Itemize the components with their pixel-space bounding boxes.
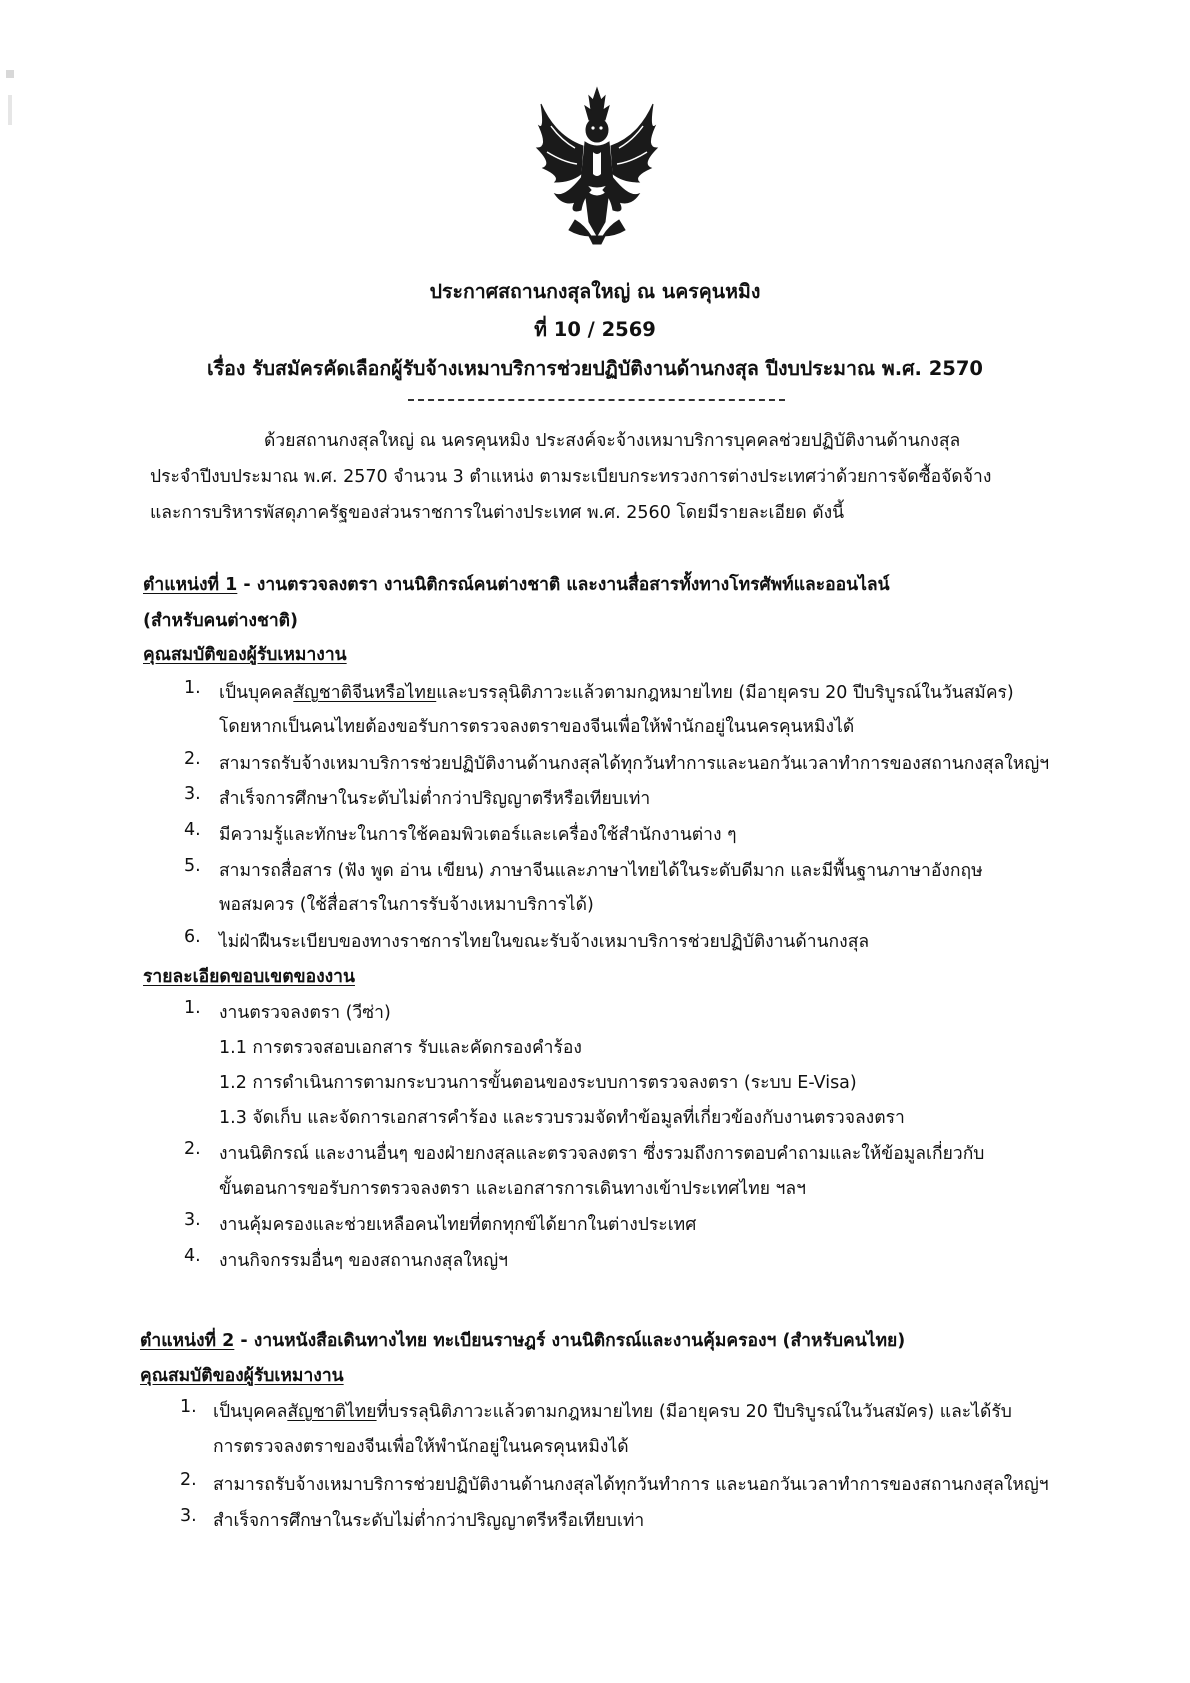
header-divider xyxy=(408,399,785,401)
list-number: 2. xyxy=(184,1139,201,1159)
position2-title: - งานหนังสือเดินทางไทย ทะเบียนราษฎร์ งานนิติกรณ์และงานคุ้มครองฯ (สำหรับคนไทย) xyxy=(234,1331,906,1351)
list-number: 2. xyxy=(184,749,201,769)
position1-heading xyxy=(143,570,890,598)
position2-heading xyxy=(140,1326,905,1354)
list-number: 2. xyxy=(180,1470,197,1490)
position2-qual-heading: คุณสมบัติของผู้รับเหมางาน xyxy=(140,1366,344,1386)
scan-artifact xyxy=(6,70,14,78)
intro-line: ด้วยสถานกงสุลใหญ่ ณ นครคุนหมิง ประสงค์จะจ้างเหมาบริการบุคคลช่วยปฏิบัติงานด้านกงสุล xyxy=(264,431,961,451)
intro-line: และการบริหารพัสดุภาครัฐของส่วนราชการในต่างประเทศ พ.ศ. 2560 โดยมีรายละเอียด ดังนี้ xyxy=(150,503,845,523)
list-item: สามารถสื่อสาร (ฟัง พูด อ่าน เขียน) ภาษาจีนและภาษาไทยได้ในระดับดีมาก และมีพื้นฐานภาษาอังกฤษ xyxy=(219,861,983,881)
list-item: สำเร็จการศึกษาในระดับไม่ต่ำกว่าปริญญาตรีหรือเทียบเท่า xyxy=(219,789,651,809)
list-number: 4. xyxy=(184,1246,201,1266)
list-number: 6. xyxy=(184,927,201,947)
sub-item: 1.2 การดำเนินการตามกระบวนการขั้นตอนของระบบการตรวจลงตรา (ระบบ E-Visa) xyxy=(219,1073,857,1093)
list-item: สามารถรับจ้างเหมาบริการช่วยปฏิบัติงานด้านกงสุลได้ทุกวันทำการและนอกวันเวลาทำการของสถานกงสุลใหญ่ฯ xyxy=(219,754,1050,774)
list-item: มีความรู้และทักษะในการใช้คอมพิวเตอร์และเครื่องใช้สำนักงานต่าง ๆ xyxy=(219,825,737,845)
scan-artifact xyxy=(8,95,12,125)
list-item: งานกิจกรรมอื่นๆ ของสถานกงสุลใหญ่ฯ xyxy=(219,1251,508,1271)
list-item-cont: การตรวจลงตราของจีนเพื่อให้พำนักอยู่ในนครคุนหมิงได้ xyxy=(213,1437,629,1457)
list-number: 1. xyxy=(180,1397,197,1417)
list-number: 5. xyxy=(184,856,201,876)
list-item: เป็นบุคคลสัญชาติจีนหรือไทยและบรรลุนิติภาวะแล้วตามกฎหมายไทย (มีอายุครบ 20 ปีบริบูรณ์ในวันสมัคร) xyxy=(219,683,1014,703)
announcement-subject: เรื่อง รับสมัครคัดเลือกผู้รับจ้างเหมาบริการช่วยปฏิบัติงานด้านกงสุล ปีงบประมาณ พ.ศ. 2570 xyxy=(207,357,983,380)
list-number: 3. xyxy=(184,784,201,804)
intro-line: ประจำปีงบประมาณ พ.ศ. 2570 จำนวน 3 ตำแหน่ง ตามระเบียบกระทรวงการต่างประเทศว่าด้วยการจัดซื้อจัดจ้าง xyxy=(150,467,992,487)
list-item-cont: พอสมควร (ใช้สื่อสารในการรับจ้างเหมาบริการได้) xyxy=(219,895,594,915)
position1-label: ตำแหน่งที่ 1 xyxy=(143,575,238,595)
list-item: งานตรวจลงตรา (วีซ่า) xyxy=(219,1003,391,1023)
sub-item: 1.3 จัดเก็บ และจัดการเอกสารคำร้อง และรวบรวมจัดทำข้อมูลที่เกี่ยวข้องกับงานตรวจลงตรา xyxy=(219,1108,905,1128)
garuda-emblem-icon xyxy=(535,86,659,246)
list-item-cont: ขั้นตอนการขอรับการตรวจลงตรา และเอกสารการเดินทางเข้าประเทศไทย ฯลฯ xyxy=(219,1179,806,1199)
list-item-cont: โดยหากเป็นคนไทยต้องขอรับการตรวจลงตราของจีนเพื่อให้พำนักอยู่ในนครคุนหมิงได้ xyxy=(219,717,855,737)
position1-scope-heading: รายละเอียดขอบเขตของงาน xyxy=(143,967,355,987)
list-item: สำเร็จการศึกษาในระดับไม่ต่ำกว่าปริญญาตรีหรือเทียบเท่า xyxy=(213,1511,645,1531)
list-item: ไม่ฝ่าฝืนระเบียบของทางราชการไทยในขณะรับจ้างเหมาบริการช่วยปฏิบัติงานด้านกงสุล xyxy=(219,932,870,952)
list-number: 3. xyxy=(180,1506,197,1526)
list-item: เป็นบุคคลสัญชาติไทยที่บรรลุนิติภาวะแล้วตามกฎหมายไทย (มีอายุครบ 20 ปีบริบูรณ์ในวันสมัคร) และได้รับ xyxy=(213,1402,1012,1422)
position1-title: - งานตรวจลงตรา งานนิติกรณ์คนต่างชาติ และงานสื่อสารทั้งทางโทรศัพท์และออนไลน์ xyxy=(237,575,890,595)
position2-label: ตำแหน่งที่ 2 xyxy=(140,1331,235,1351)
position1-qual-heading: คุณสมบัติของผู้รับเหมางาน xyxy=(143,645,347,665)
list-number: 1. xyxy=(184,998,201,1018)
list-item: งานนิติกรณ์ และงานอื่นๆ ของฝ่ายกงสุลและตรวจลงตรา ซึ่งรวมถึงการตอบคำถามและให้ข้อมูลเกี่ยวกับ xyxy=(219,1144,985,1164)
sub-item: 1.1 การตรวจสอบเอกสาร รับและคัดกรองคำร้อง xyxy=(219,1038,582,1058)
list-number: 1. xyxy=(184,678,201,698)
position1-title-cont: (สำหรับคนต่างชาติ) xyxy=(143,611,299,631)
list-item: สามารถรับจ้างเหมาบริการช่วยปฏิบัติงานด้านกงสุลได้ทุกวันทำการ และนอกวันเวลาทำการของสถานกงสุลใหญ่ฯ xyxy=(213,1475,1049,1495)
announcement-title: ประกาศสถานกงสุลใหญ่ ณ นครคุนหมิง xyxy=(429,280,761,303)
list-number: 4. xyxy=(184,820,201,840)
list-item: งานคุ้มครองและช่วยเหลือคนไทยที่ตกทุกข์ได้ยากในต่างประเทศ xyxy=(219,1215,697,1235)
list-number: 3. xyxy=(184,1210,201,1230)
announcement-number: ที่ 10 / 2569 xyxy=(534,318,656,341)
